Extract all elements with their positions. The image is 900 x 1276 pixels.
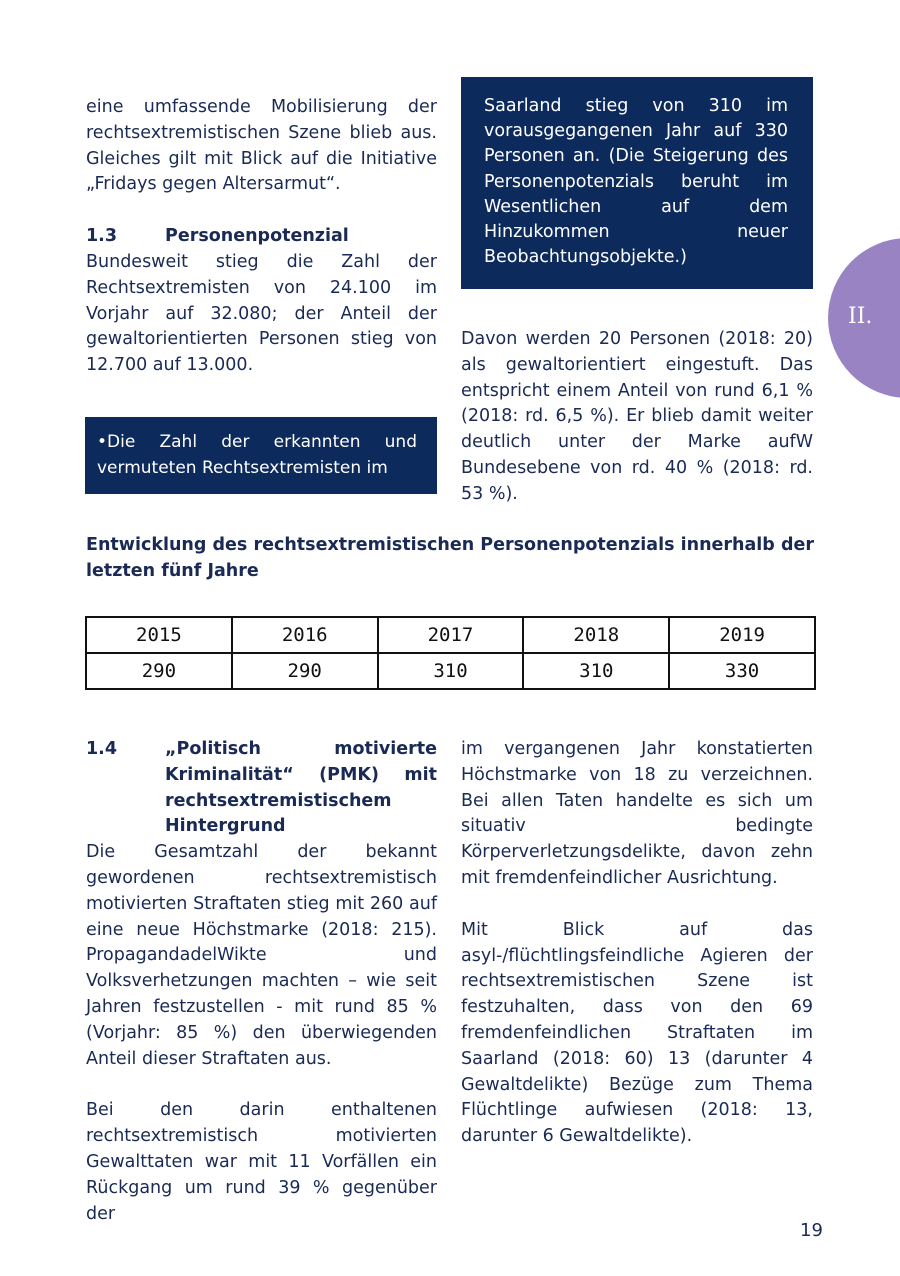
highlight-box-right (461, 77, 813, 289)
left-column-top (86, 95, 437, 379)
section-1-3-heading (86, 224, 437, 250)
table-header-row (86, 617, 815, 653)
section-1-4-heading (86, 737, 437, 840)
bullet-icon: • (97, 432, 108, 452)
section-1-3-paragraph: Bundesweit stieg die Zahl der Rechtsextremisten von 24.100 im Vorjahr auf 32.080; der Anteil der gewaltorientierten Personen stieg von 12.700 auf 13.000. (86, 251, 437, 376)
value-cell: 330 (669, 653, 815, 689)
intro-paragraph: eine umfassende Mobilisierung der rechtsextremistischen Szene blieb aus. Gleiches gilt mit Blick auf die Initiative „Fridays gegen Altersarmut“. (86, 97, 437, 195)
right-bottom-paragraph-1: im vergangenen Jahr konstatierten Höchstmarke von 18 zu verzeichnen. Bei allen Taten handelte es sich um situativ bedingte Körperverletzungsdelikte, davon zehn mit fremdenfeindlicher Ausrichtung. (461, 739, 813, 888)
section-1-3-title: Personenpotenzial (165, 226, 349, 247)
personenpotenzial-table (85, 616, 816, 690)
right-column-bottom (461, 737, 813, 1150)
year-cell: 2019 (669, 617, 815, 653)
highlight-box-left (85, 417, 437, 494)
year-cell: 2015 (86, 617, 232, 653)
left-column-bottom (86, 737, 437, 1227)
year-cell: 2016 (232, 617, 378, 653)
section-1-3-number: 1.3 (86, 226, 118, 247)
section-1-4-paragraph-1: Die Gesamtzahl der bekannt gewordenen rechtsextremistisch motivierten Straftaten stieg mit 260 auf eine neue Höchstmarke (2018: 215). PropagandadelWikte und Volksverhetzungen machten – wie seit Jahren festzustellen - mit rund 85 % (Vorjahr: 85 %) den überwiegenden Anteil dieser Straftaten aus. (86, 842, 437, 1069)
table-caption: Entwicklung des rechtsextremistischen Personenpotenzials innerhalb der letzten fünf Jahre (86, 535, 814, 581)
right-bottom-paragraph-2: Mit Blick auf das asyl-/flüchtlingsfeindliche Agieren der rechtsextremistischen Szene ist festzuhalten, dass von den 69 fremdenfeindlichen Straftaten im Saarland (2018: 60) 13 (darunter 4 Gewaltdelikte) Bezüge zum Thema Flüchtlinge aufwiesen (2018: 13, darunter 6 Gewaltdelikte). (461, 919, 813, 1147)
box-bullet-text: Die Zahl der erkannten und vermuteten Rechtsextremisten im (97, 432, 417, 478)
right-top-paragraph: Davon werden 20 Personen (2018: 20) als gewaltorientiert eingestuft. Das entspricht einem Anteil von rund 6,1 % (2018: rd. 6,5 %). Er blieb damit weiter deutlich unter der Marke aufW Bundesebene von rd. 40 % (2018: rd. 53 %). (461, 329, 813, 504)
value-cell: 290 (232, 653, 378, 689)
section-1-4-paragraph-2: Bei den darin enthaltenen rechtsextremistisch motivierten Gewalttaten war mit 11 Vorfällen ein Rückgang um rund 39 % gegenüber der (86, 1100, 437, 1224)
table-value-row (86, 653, 815, 689)
year-cell: 2018 (523, 617, 669, 653)
value-cell: 310 (378, 653, 524, 689)
section-1-4-title: „Politisch motivierte Kriminalität“ (PMK) mit rechtsextremistischem Hintergrund (165, 739, 437, 837)
chapter-tab (828, 238, 900, 398)
year-cell: 2017 (378, 617, 524, 653)
value-cell: 310 (523, 653, 669, 689)
chapter-tab-label: II. (848, 304, 873, 329)
page-number: 19 (800, 1220, 823, 1241)
box-right-text: Saarland stieg von 310 im vorausgegangenen Jahr auf 330 Personen an. (Die Steigerung des Personenpotenzials beruht im Wesentlichen auf dem Hinzukommen neuer Beobachtungsobjekte.) (484, 96, 788, 268)
section-1-4-number: 1.4 (86, 739, 118, 759)
value-cell: 290 (86, 653, 232, 689)
right-column-top (461, 327, 813, 508)
